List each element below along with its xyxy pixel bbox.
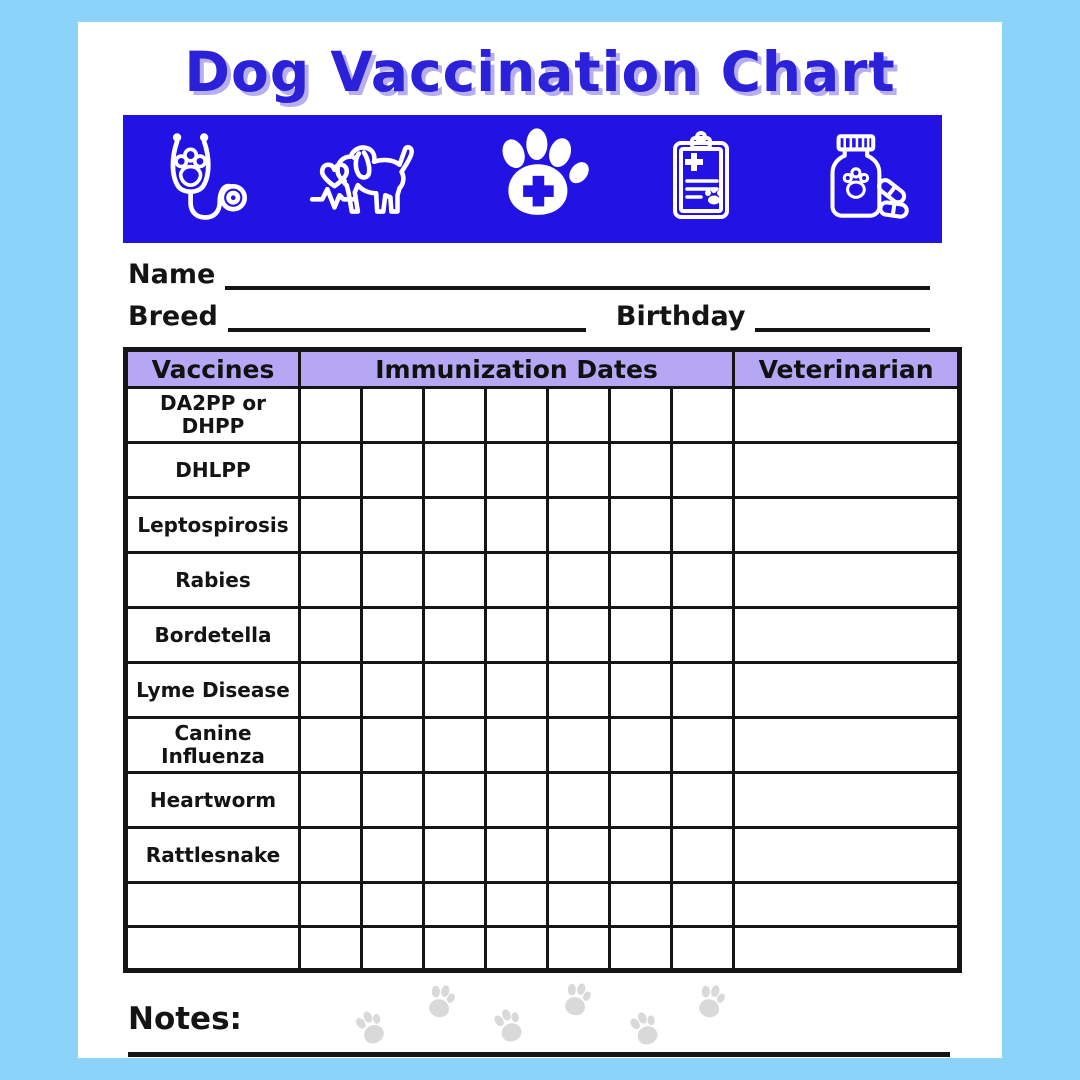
date-cell[interactable] <box>610 927 672 971</box>
paw-cross-icon <box>482 126 598 232</box>
date-cell[interactable] <box>424 883 486 927</box>
date-cell[interactable] <box>300 443 362 498</box>
table-row <box>126 718 960 773</box>
page-title: Dog Vaccination Chart <box>184 40 896 104</box>
veterinarian-cell[interactable] <box>734 498 960 553</box>
date-cell[interactable] <box>486 927 548 971</box>
date-cell[interactable] <box>610 388 672 443</box>
date-cell[interactable] <box>548 927 610 971</box>
date-cell[interactable] <box>486 773 548 828</box>
date-cell[interactable] <box>424 443 486 498</box>
veterinarian-header: Veterinarian <box>734 350 960 388</box>
date-cell[interactable] <box>486 828 548 883</box>
breed-birthday-field-row <box>128 302 930 332</box>
stethoscope-paw-icon <box>149 127 253 231</box>
date-cell[interactable] <box>424 663 486 718</box>
immunization-dates-header: Immunization Dates <box>300 350 734 388</box>
date-cell[interactable] <box>610 608 672 663</box>
veterinarian-cell[interactable] <box>734 553 960 608</box>
veterinarian-cell[interactable] <box>734 443 960 498</box>
date-cell[interactable] <box>300 828 362 883</box>
name-label: Name <box>128 259 216 291</box>
vaccine-name-cell: DHLPP <box>126 443 300 498</box>
vaccine-name-cell: Rabies <box>126 553 300 608</box>
date-cell[interactable] <box>362 663 424 718</box>
date-cell[interactable] <box>362 883 424 927</box>
table-row <box>126 663 960 718</box>
date-cell[interactable] <box>300 883 362 927</box>
date-cell[interactable] <box>300 553 362 608</box>
date-cell[interactable] <box>610 773 672 828</box>
date-cell[interactable] <box>610 498 672 553</box>
notes-label: Notes: <box>128 1001 242 1037</box>
vaccine-name-cell: Rattlesnake <box>126 828 300 883</box>
date-cell[interactable] <box>548 443 610 498</box>
vaccine-name-cell: DA2PP or DHPP <box>126 388 300 443</box>
vaccine-table-body <box>126 388 960 971</box>
date-cell[interactable] <box>300 718 362 773</box>
dog-heart-ekg-icon <box>306 128 428 230</box>
date-cell[interactable] <box>486 498 548 553</box>
date-cell[interactable] <box>424 828 486 883</box>
paw-print-decoration <box>418 979 462 1023</box>
veterinarian-cell[interactable] <box>734 828 960 883</box>
date-cell[interactable] <box>362 927 424 971</box>
name-field-row <box>128 260 930 290</box>
veterinarian-cell[interactable] <box>734 718 960 773</box>
date-cell[interactable] <box>672 883 734 927</box>
date-cell[interactable] <box>362 773 424 828</box>
date-cell[interactable] <box>548 498 610 553</box>
date-cell[interactable] <box>610 718 672 773</box>
date-cell[interactable] <box>610 663 672 718</box>
date-cell[interactable] <box>548 388 610 443</box>
date-cell[interactable] <box>362 828 424 883</box>
date-cell[interactable] <box>486 608 548 663</box>
date-cell[interactable] <box>548 773 610 828</box>
table-row <box>126 443 960 498</box>
vaccine-name-cell: Heartworm <box>126 773 300 828</box>
breed-label: Breed <box>128 301 218 333</box>
table-row <box>126 388 960 443</box>
date-cell[interactable] <box>424 718 486 773</box>
date-cell[interactable] <box>548 553 610 608</box>
date-cell[interactable] <box>672 927 734 971</box>
table-row <box>126 927 960 971</box>
veterinarian-cell[interactable] <box>734 773 960 828</box>
table-row <box>126 828 960 883</box>
date-cell[interactable] <box>548 663 610 718</box>
date-cell[interactable] <box>672 553 734 608</box>
date-cell[interactable] <box>424 388 486 443</box>
icon-banner <box>123 115 942 243</box>
vaccine-name-cell: Canine Influenza <box>126 718 300 773</box>
date-cell[interactable] <box>672 773 734 828</box>
name-field-line[interactable] <box>225 260 930 290</box>
date-cell[interactable] <box>672 828 734 883</box>
birthday-field-line[interactable] <box>755 302 930 332</box>
date-cell[interactable] <box>672 608 734 663</box>
vaccines-header: Vaccines <box>126 350 300 388</box>
date-cell[interactable] <box>610 553 672 608</box>
date-cell[interactable] <box>424 553 486 608</box>
table-row <box>126 883 960 927</box>
worksheet-page <box>78 22 1002 1058</box>
veterinarian-cell[interactable] <box>734 663 960 718</box>
vaccine-name-cell: Bordetella <box>126 608 300 663</box>
date-cell[interactable] <box>610 883 672 927</box>
date-cell[interactable] <box>300 663 362 718</box>
date-cell[interactable] <box>362 718 424 773</box>
paw-print-decoration <box>688 979 732 1023</box>
table-header-row <box>126 350 960 388</box>
date-cell[interactable] <box>362 553 424 608</box>
date-cell[interactable] <box>486 388 548 443</box>
date-cell[interactable] <box>300 773 362 828</box>
date-cell[interactable] <box>672 388 734 443</box>
notes-field-line[interactable] <box>128 1044 950 1057</box>
vaccination-table <box>123 347 962 973</box>
date-cell[interactable] <box>486 718 548 773</box>
veterinarian-cell[interactable] <box>734 608 960 663</box>
date-cell[interactable] <box>486 553 548 608</box>
date-cell[interactable] <box>362 608 424 663</box>
date-cell[interactable] <box>548 828 610 883</box>
date-cell[interactable] <box>362 443 424 498</box>
date-cell[interactable] <box>672 498 734 553</box>
table-row <box>126 498 960 553</box>
date-cell[interactable] <box>548 608 610 663</box>
date-cell[interactable] <box>362 388 424 443</box>
veterinarian-cell[interactable] <box>734 388 960 443</box>
vaccine-name-cell <box>126 927 300 971</box>
breed-field-line[interactable] <box>228 302 586 332</box>
date-cell[interactable] <box>424 608 486 663</box>
medicine-bottle-pills-icon <box>804 128 916 230</box>
date-cell[interactable] <box>300 388 362 443</box>
birthday-label: Birthday <box>615 301 746 333</box>
paw-print-decoration <box>485 1003 532 1050</box>
vaccine-name-cell: Lyme Disease <box>126 663 300 718</box>
date-cell[interactable] <box>424 927 486 971</box>
vaccine-name-cell <box>126 883 300 927</box>
date-cell[interactable] <box>486 443 548 498</box>
date-cell[interactable] <box>486 663 548 718</box>
date-cell[interactable] <box>300 608 362 663</box>
date-cell[interactable] <box>424 498 486 553</box>
date-cell[interactable] <box>672 443 734 498</box>
date-cell[interactable] <box>424 773 486 828</box>
veterinarian-cell[interactable] <box>734 927 960 971</box>
date-cell[interactable] <box>300 927 362 971</box>
date-cell[interactable] <box>610 828 672 883</box>
table-row <box>126 773 960 828</box>
vaccine-name-cell: Leptospirosis <box>126 498 300 553</box>
table-row <box>126 553 960 608</box>
date-cell[interactable] <box>672 718 734 773</box>
table-row <box>126 608 960 663</box>
veterinarian-cell[interactable] <box>734 883 960 927</box>
date-cell[interactable] <box>610 443 672 498</box>
date-cell[interactable] <box>548 718 610 773</box>
date-cell[interactable] <box>300 498 362 553</box>
date-cell[interactable] <box>672 663 734 718</box>
date-cell[interactable] <box>548 883 610 927</box>
paw-print-decoration <box>554 977 598 1021</box>
date-cell[interactable] <box>486 883 548 927</box>
medical-clipboard-icon <box>651 127 751 231</box>
date-cell[interactable] <box>362 498 424 553</box>
